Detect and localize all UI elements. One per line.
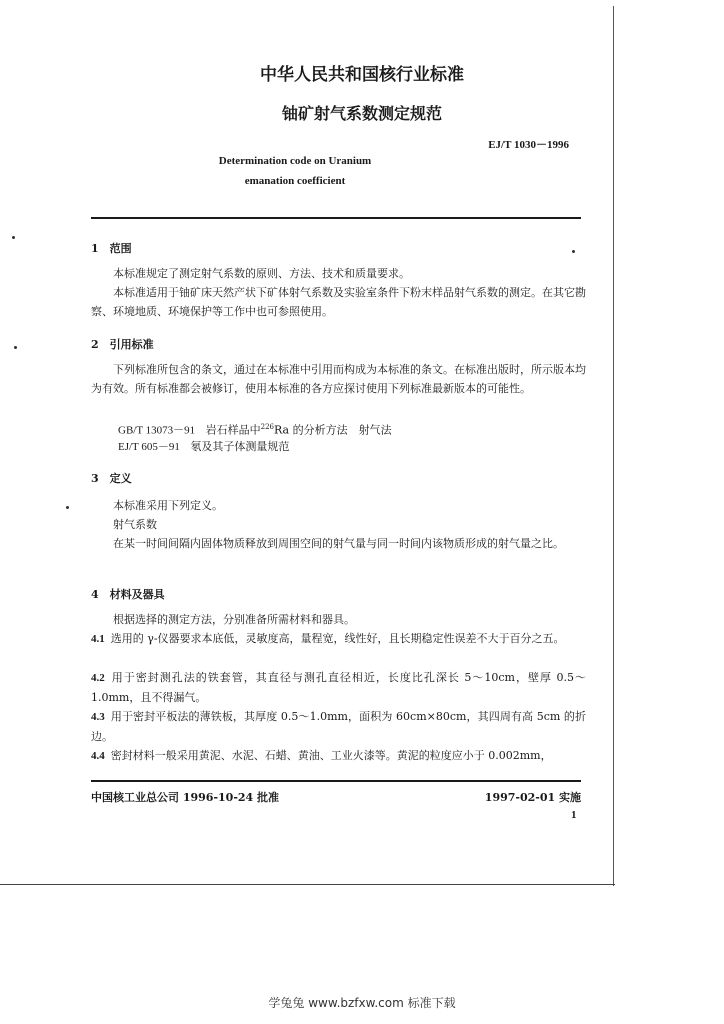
section-4-intro: 根据选择的测定方法，分别准备所需材料和器具。 [113, 613, 355, 626]
scan-speck [66, 506, 69, 509]
section-2-para-1: 下列标准所包含的条文，通过在本标准中引用而构成为本标准的条文。在标准出版时，所示版本均为有效。所有标准都会被修订，使用本标准的各方应探讨使用下列标准最新版本的可能性。 [91, 363, 586, 395]
item-4-4 [91, 746, 586, 766]
reference-2-code: EJ/T 605－91 [118, 441, 180, 453]
header-rule [91, 217, 581, 219]
reference-1-title-a: 岩石样品中 [205, 423, 261, 437]
page-number: 1 [571, 809, 577, 821]
section-1-heading: 1 范围 [91, 242, 132, 255]
item-4-1-text: 选用的 γ-仪器要求本底低，灵敏度高，量程宽，线性好，且长期稳定性误差不大于百分之五。 [110, 632, 565, 645]
watermark-text: 学兔兔 www.bzfxw.com 标准下载 [268, 996, 456, 1010]
item-4-3-number: 4.3 [91, 711, 105, 723]
approval-note: 中国核工业总公司 1996-10-24 批准 [91, 791, 280, 804]
reference-1-title-b: Ra 的分析方法 射气法 [273, 423, 392, 437]
scan-speck [12, 236, 15, 239]
item-4-1-number: 4.1 [91, 633, 105, 645]
english-title-line-1: Determination code on Uranium [218, 155, 372, 167]
section-3-term: 射气系数 [113, 518, 157, 531]
item-4-2 [91, 668, 586, 707]
reference-1-superscript: 226 [260, 423, 274, 431]
reference-2 [118, 437, 289, 457]
section-1-para-1: 本标准规定了测定射气系数的原则、方法、技术和质量要求。 [113, 267, 410, 280]
scan-speck [572, 250, 575, 253]
org-title: 中华人民共和国核行业标准 [260, 65, 464, 85]
reference-1-code: GB/T 13073－91 [118, 424, 196, 437]
item-4-3-text: 用于密封平板法的薄铁板，其厚度 0.5～1.0mm，面积为 60cm×80cm，其四周有高 5cm 的折边。 [91, 710, 586, 743]
section-1-para-2: 本标准适用于铀矿床天然产状下矿体射气系数及实验室条件下粉末样品射气系数的测定。在其它勘察、环境地质、环境保护等工作中也可参照使用。 [91, 286, 586, 318]
section-4-heading: 4 材料及器具 [91, 588, 165, 601]
section-3-heading: 3 定义 [91, 472, 132, 485]
scan-speck [14, 346, 17, 349]
item-4-1 [91, 629, 586, 649]
page-edge-line [613, 6, 614, 886]
item-4-2-number: 4.2 [91, 672, 105, 684]
section-3-para-1: 本标准采用下列定义。 [113, 499, 223, 512]
section-2-heading: 2 引用标准 [91, 338, 154, 351]
reference-2-title: 氡及其子体测量规范 [190, 440, 290, 453]
item-4-3 [91, 707, 586, 746]
effective-date: 1997-02-01 实施 [484, 791, 581, 804]
item-4-4-number: 4.4 [91, 750, 105, 762]
doc-title: 铀矿射气系数测定规范 [281, 104, 442, 123]
page-bottom-rule [0, 884, 615, 885]
english-title-line-2: emanation coefficient [244, 175, 346, 187]
item-4-4-text: 密封材料一般采用黄泥、水泥、石蜡、黄油、工业火漆等。黄泥的粒度应小于 0.002mm， [110, 749, 552, 762]
section-3-definition: 在某一时间间隔内固体物质释放到周围空间的射气量与同一时间内该物质形成的射气量之比。 [113, 537, 564, 550]
footer-rule [91, 780, 581, 782]
standard-code: EJ/T 1030－1996 [488, 139, 569, 151]
item-4-2-text: 用于密封测孔法的铁套管，其直径与测孔直径相近，长度比孔深长 5～10cm，壁厚 0.5～1.0mm，且不得漏气。 [91, 671, 586, 704]
